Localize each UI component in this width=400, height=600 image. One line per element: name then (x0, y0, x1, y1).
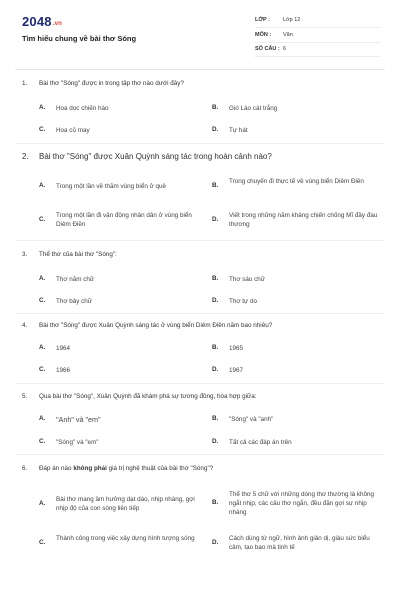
option-text: 1967 (229, 367, 244, 374)
option-text: "Sóng" và "em" (56, 439, 99, 446)
option-text: Hoa cỏ may (56, 127, 90, 134)
meta-subject-value: Văn (283, 32, 293, 38)
meta-count-value: 6 (283, 46, 287, 52)
option-text: Bài thơ mang âm hưởng dạt dào, nhịp nhàng, gợi nhịp độ của con sóng liên tiếp (56, 496, 195, 512)
option-letter: D. (212, 366, 219, 373)
option-letter: C. (39, 366, 46, 373)
question-number: 4. (22, 322, 28, 329)
question-text: Bài thơ "Sóng" được in trong tập thơ nào dưới đây? (39, 80, 184, 87)
option-text: Gió Lào cát trắng (229, 105, 278, 112)
option-text: Thơ bảy chữ (56, 298, 92, 305)
option-text: "Sóng" và "anh" (229, 416, 274, 423)
option-text: 1965 (229, 345, 244, 352)
option-text: Hoa dọc chiến hào (56, 105, 109, 112)
question-stem (22, 393, 257, 400)
question-divider (15, 383, 385, 384)
question-divider (15, 240, 385, 241)
option-letter: A. (39, 415, 46, 422)
option-text: "Anh" và "em" (56, 415, 101, 424)
option-letter: B. (212, 275, 219, 282)
option-letter: D. (212, 126, 219, 133)
question-stem (22, 251, 117, 258)
question-stem (22, 465, 213, 472)
option-letter: D. (212, 216, 219, 223)
page-header (0, 0, 400, 62)
page-title: Tìm hiểu chung về bài thơ Sóng (22, 34, 137, 43)
site-logo[interactable] (22, 14, 62, 29)
question-number: 5. (22, 393, 28, 400)
header-divider (15, 69, 385, 70)
option-text: Thơ năm chữ (56, 276, 95, 283)
option-text: Thơ tự do (229, 298, 257, 305)
option-letter: C. (39, 438, 46, 445)
option-letter: C. (39, 297, 46, 304)
meta-divider (255, 27, 380, 28)
option-text: Tự hát (229, 127, 248, 134)
option-letter: A. (39, 182, 46, 189)
option-text: Thành công trong việc xây dựng hình tượng sóng (56, 535, 195, 542)
meta-class-value: Lớp 12 (283, 17, 301, 23)
logo-main: 2048 (22, 14, 52, 29)
meta-subject-key: MÔN : (255, 32, 272, 38)
option-text: Cách dùng từ ngữ, hình ảnh giản dị, giàu sức biểu cảm, tạo bạo mà tinh tế (229, 535, 370, 551)
question-number: 3. (22, 251, 28, 258)
option-letter: C. (39, 216, 46, 223)
question-stem (22, 322, 272, 329)
option-text: Tất cả các đáp án trên (229, 439, 292, 446)
option-letter: D. (212, 438, 219, 445)
question-text-emphasis: không phải (73, 465, 107, 472)
logo-suffix: .vn (52, 21, 63, 27)
option-text: Trong một lần đi vận động nhân dân ở vùng biển Diêm Điền (56, 212, 192, 228)
question-number: 6. (22, 465, 28, 472)
option-text: Thơ sáu chữ (229, 276, 265, 283)
meta-divider (255, 56, 380, 57)
option-letter: B. (212, 499, 219, 506)
option-text: Trong một lần về thăm vùng biển ở quê (56, 183, 166, 190)
option-letter: D. (212, 297, 219, 304)
question-text-after: giá trị nghệ thuật của bài thơ "Sóng"? (106, 465, 214, 472)
question-text: Bài thơ "Sóng" được Xuân Quỳnh sáng tác trong hoàn cảnh nào? (39, 152, 272, 161)
option-text: Viết trong những năm kháng chiến chống Mĩ đầy đau thương (229, 212, 378, 228)
option-text: 1964 (56, 345, 71, 352)
option-text: 1966 (56, 367, 71, 374)
question-stem (22, 80, 184, 87)
option-letter: D. (212, 539, 219, 546)
question-text-before: Đáp án nào (39, 465, 74, 472)
meta-count-key: SỐ CÂU : (255, 46, 280, 52)
option-text: Thể thơ 5 chữ với những dòng thơ thường là không ngắt nhịp, các câu thơ ngắn, đều đặn gợi sự nhịp nhàng (229, 491, 375, 516)
question-text: Bài thơ "Sóng" được Xuân Quỳnh sáng tác ở vùng biển Diêm Điền năm bao nhiêu? (39, 322, 273, 329)
option-letter: A. (39, 500, 46, 507)
option-letter: C. (39, 126, 46, 133)
option-letter: A. (39, 344, 46, 351)
meta-class-key: LỚP : (255, 17, 270, 23)
question-divider (15, 313, 385, 314)
question-number: 1. (22, 80, 28, 87)
question-divider (15, 454, 385, 455)
option-text: Trong chuyến đi thực tế về vùng biển Diêm Điền (229, 178, 364, 185)
question-text: Qua bài thơ "Sóng", Xuân Quỳnh đã khám phá sự tương đồng, hòa hợp giữa: (39, 393, 257, 400)
option-letter: A. (39, 104, 46, 111)
option-letter: B. (212, 104, 219, 111)
question-number: 2. (22, 152, 29, 161)
option-letter: C. (39, 539, 46, 546)
question-stem (22, 152, 272, 161)
option-letter: B. (212, 344, 219, 351)
option-letter: B. (212, 415, 219, 422)
meta-divider (255, 42, 380, 43)
option-letter: B. (212, 182, 219, 189)
question-text: Thể thơ của bài thơ "Sóng": (39, 251, 117, 258)
option-letter: A. (39, 275, 46, 282)
question-divider (15, 143, 385, 144)
